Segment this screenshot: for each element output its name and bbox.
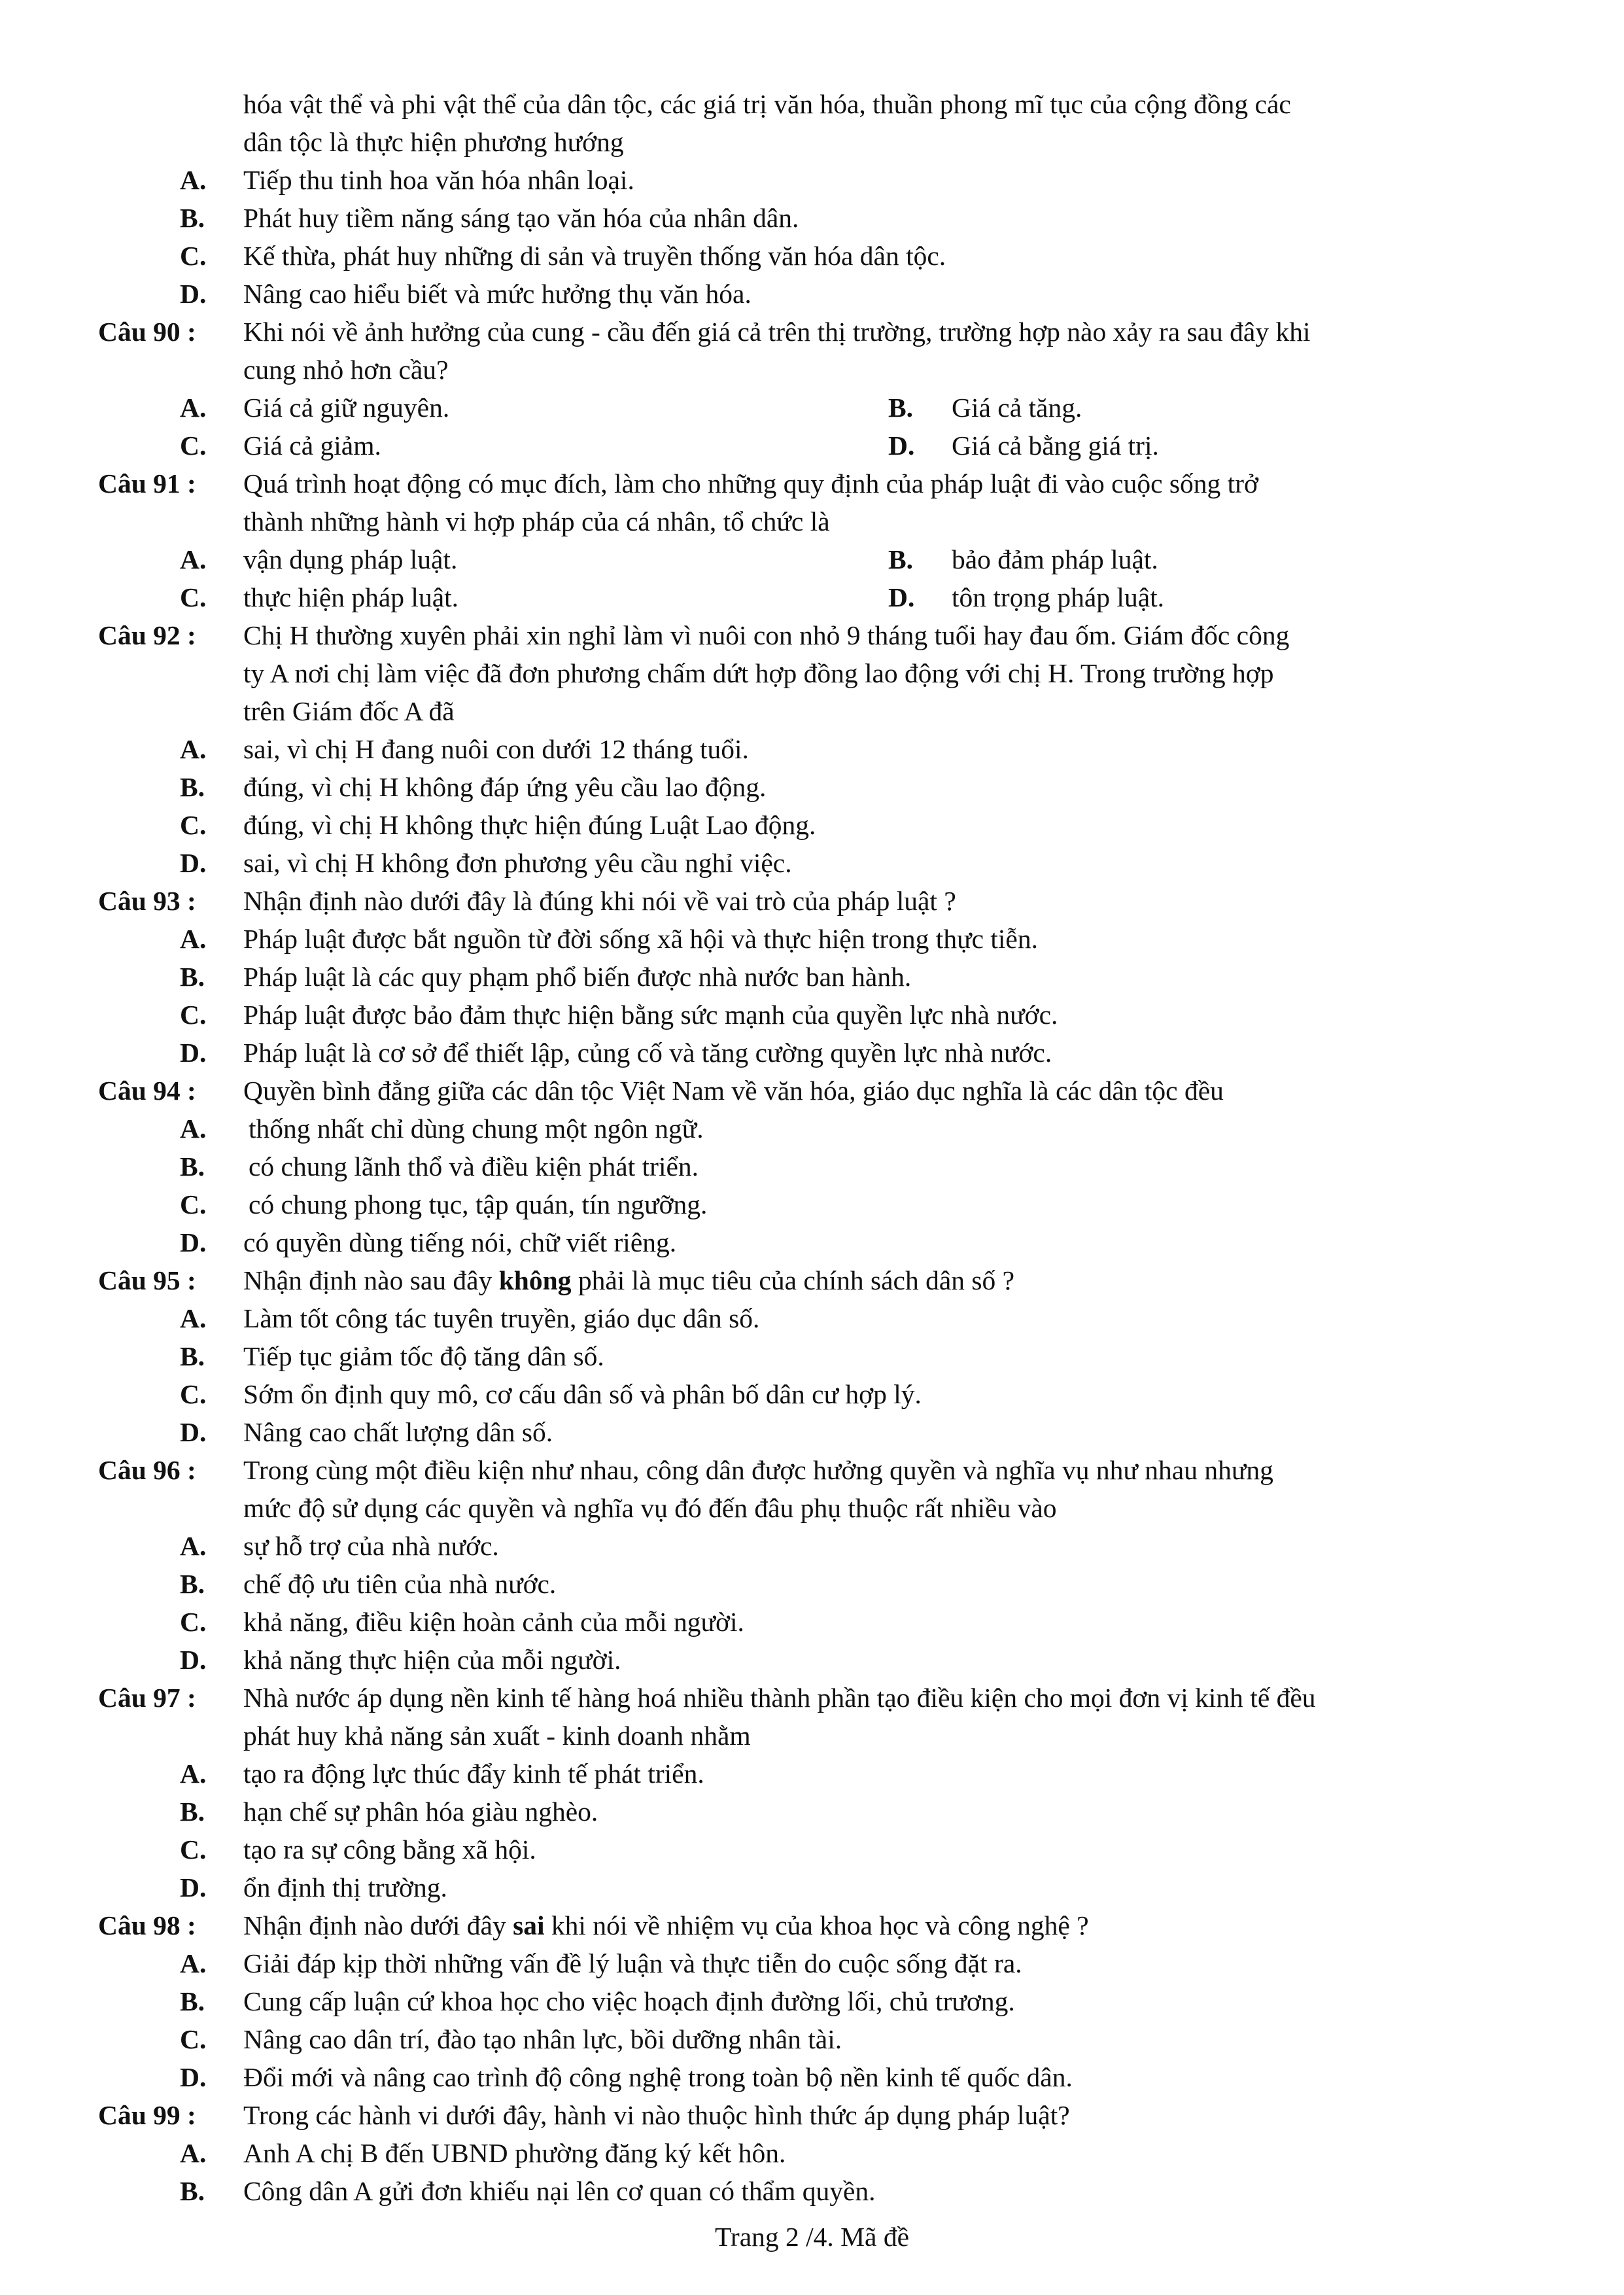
option-text: tạo ra động lực thúc đẩy kinh tế phát triển.	[243, 1759, 704, 1789]
question-text-line: phát huy khả năng sản xuất - kinh doanh nhằm	[243, 1721, 751, 1751]
option-letter: B.	[180, 1151, 205, 1182]
option-text: Làm tốt công tác tuyên truyền, giáo dục dân số.	[243, 1303, 760, 1333]
option-letter: A.	[180, 2138, 207, 2168]
option-letter: C.	[180, 1000, 207, 1030]
option-text: Giá cả bằng giá trị.	[952, 430, 1159, 461]
option-text: Tiếp tục giảm tốc độ tăng dân số.	[243, 1341, 604, 1371]
option-text: tôn trọng pháp luật.	[952, 582, 1165, 612]
question-text-part: Nhận định nào dưới đây	[243, 1910, 513, 1940]
option-letter: A.	[180, 1113, 207, 1144]
option-text: Công dân A gửi đơn khiếu nại lên cơ quan có thẩm quyền.	[243, 2176, 876, 2206]
option-text: sự hỗ trợ của nhà nước.	[243, 1531, 499, 1561]
option-letter: D.	[180, 1417, 207, 1447]
option-text: Pháp luật là các quy phạm phổ biến được nhà nước ban hành.	[243, 962, 912, 992]
option-letter: B.	[888, 393, 914, 423]
option-letter: C.	[180, 1189, 207, 1219]
question-text-line: hóa vật thể và phi vật thể của dân tộc, các giá trị văn hóa, thuần phong mĩ tục của cộng đồng các	[243, 89, 1291, 119]
option-text: có quyền dùng tiếng nói, chữ viết riêng.	[243, 1227, 677, 1257]
option-letter: D.	[180, 1645, 207, 1675]
option-letter: C.	[180, 1834, 207, 1865]
option-text: sai, vì chị H đang nuôi con dưới 12 tháng tuổi.	[243, 734, 749, 764]
question-text-line: Khi nói về ảnh hưởng của cung - cầu đến giá cả trên thị trường, trường hợp nào xảy ra sau đây khi	[243, 317, 1311, 347]
question-text-line	[243, 1261, 1548, 1299]
option-text: Anh A chị B đến UBND phường đăng ký kết hôn.	[243, 2138, 786, 2168]
option-text: Sớm ổn định quy mô, cơ cấu dân số và phân bố dân cư hợp lý.	[243, 1379, 922, 1409]
option-letter: D.	[180, 1872, 207, 1902]
question-text-line: dân tộc là thực hiện phương hướng	[243, 127, 624, 157]
option-text: Giá cả tăng.	[952, 393, 1082, 423]
option-letter: B.	[180, 1569, 205, 1599]
question-text-part: khi nói về nhiệm vụ của khoa học và công nghệ ?	[544, 1910, 1089, 1940]
option-letter: D.	[180, 848, 207, 878]
page-footer: Trang 2 /4. Mã đề	[714, 2222, 910, 2252]
option-text: Giá cả giữ nguyên.	[243, 393, 450, 423]
option-letter: D.	[180, 2062, 207, 2092]
question-number: Câu 99 :	[98, 2100, 196, 2130]
option-text: vận dụng pháp luật.	[243, 544, 458, 574]
option-letter: A.	[180, 165, 207, 195]
question-number: Câu 96 :	[98, 1455, 196, 1485]
option-text: Nâng cao hiểu biết và mức hưởng thụ văn hóa.	[243, 279, 752, 309]
option-letter: C.	[180, 582, 207, 612]
option-letter: D.	[180, 1038, 207, 1068]
question-text-line: cung nhỏ hơn cầu?	[243, 355, 449, 385]
question-text-part: Nhận định nào sau đây	[243, 1265, 499, 1295]
option-text: ổn định thị trường.	[243, 1872, 447, 1902]
option-text: Giải đáp kịp thời những vấn đề lý luận và thực tiễn do cuộc sống đặt ra.	[243, 1948, 1022, 1978]
question-text-line: trên Giám đốc A đã	[243, 696, 455, 726]
question-text-line: mức độ sử dụng các quyền và nghĩa vụ đó đến đâu phụ thuộc rất nhiều vào	[243, 1493, 1057, 1523]
option-letter: A.	[180, 1948, 207, 1978]
question-text-line: Chị H thường xuyên phải xin nghỉ làm vì nuôi con nhỏ 9 tháng tuổi hay đau ốm. Giám đốc công	[243, 620, 1290, 650]
question-number: Câu 95 :	[98, 1265, 196, 1295]
option-letter: C.	[180, 430, 207, 461]
option-letter: A.	[180, 1303, 207, 1333]
option-letter: A.	[180, 1759, 207, 1789]
option-text: Nâng cao dân trí, đào tạo nhân lực, bồi dưỡng nhân tài.	[243, 2024, 842, 2054]
option-text: khả năng, điều kiện hoàn cảnh của mỗi người.	[243, 1607, 744, 1637]
option-letter: B.	[180, 203, 205, 233]
option-letter: A.	[180, 1531, 207, 1561]
question-number: Câu 98 :	[98, 1910, 196, 1940]
option-text: Pháp luật được bắt nguồn từ đời sống xã hội và thực hiện trong thực tiễn.	[243, 924, 1038, 954]
option-letter: D.	[180, 279, 207, 309]
option-letter: D.	[888, 582, 915, 612]
option-text: đúng, vì chị H không thực hiện đúng Luật Lao động.	[243, 810, 816, 840]
option-text: Kế thừa, phát huy những di sản và truyền thống văn hóa dân tộc.	[243, 241, 946, 271]
question-text-line: Quá trình hoạt động có mục đích, làm cho những quy định của pháp luật đi vào cuộc sống trở	[243, 468, 1258, 499]
option-letter: D.	[180, 1227, 207, 1257]
option-letter: B.	[180, 962, 205, 992]
option-text: Pháp luật là cơ sở để thiết lập, củng cố và tăng cường quyền lực nhà nước.	[243, 1038, 1052, 1068]
option-text: Phát huy tiềm năng sáng tạo văn hóa của nhân dân.	[243, 203, 799, 233]
option-letter: C.	[180, 241, 207, 271]
option-text: chế độ ưu tiên của nhà nước.	[243, 1569, 557, 1599]
option-text: thống nhất chỉ dùng chung một ngôn ngữ.	[249, 1113, 704, 1144]
option-letter: D.	[888, 430, 915, 461]
question-text-line: Trong cùng một điều kiện như nhau, công dân được hưởng quyền và nghĩa vụ như nhau nhưng	[243, 1455, 1273, 1485]
question-text-line: ty A nơi chị làm việc đã đơn phương chấm dứt hợp đồng lao động với chị H. Trong trường hợp	[243, 658, 1274, 688]
option-text: Cung cấp luận cứ khoa học cho việc hoạch định đường lối, chủ trương.	[243, 1986, 1015, 2016]
option-letter: A.	[180, 393, 207, 423]
option-text: thực hiện pháp luật.	[243, 582, 459, 612]
question-text-line: Quyền bình đẳng giữa các dân tộc Việt Nam về văn hóa, giáo dục nghĩa là các dân tộc đều	[243, 1076, 1224, 1106]
option-letter: C.	[180, 1379, 207, 1409]
option-text: sai, vì chị H không đơn phương yêu cầu nghỉ việc.	[243, 848, 792, 878]
option-text: khả năng thực hiện của mỗi người.	[243, 1645, 621, 1675]
option-text: Giá cả giảm.	[243, 430, 381, 461]
option-text: có chung lãnh thổ và điều kiện phát triển.	[249, 1151, 699, 1182]
question-text-line: Trong các hành vi dưới đây, hành vi nào thuộc hình thức áp dụng pháp luật?	[243, 2100, 1070, 2130]
question-text-line: Nhận định nào dưới đây là đúng khi nói về vai trò của pháp luật ?	[243, 886, 956, 916]
option-text: bảo đảm pháp luật.	[952, 544, 1158, 574]
option-letter: B.	[180, 772, 205, 802]
option-letter: A.	[180, 544, 207, 574]
option-text: Pháp luật được bảo đảm thực hiện bằng sức mạnh của quyền lực nhà nước.	[243, 1000, 1058, 1030]
option-letter: C.	[180, 2024, 207, 2054]
option-text: Nâng cao chất lượng dân số.	[243, 1417, 553, 1447]
option-letter: B.	[180, 2176, 205, 2206]
option-letter: B.	[888, 544, 914, 574]
option-text: có chung phong tục, tập quán, tín ngưỡng.	[249, 1189, 708, 1219]
option-letter: B.	[180, 1341, 205, 1371]
question-text-part: phải là mục tiêu của chính sách dân số ?	[571, 1265, 1015, 1295]
question-emphasis: sai	[513, 1910, 545, 1940]
question-number: Câu 92 :	[98, 620, 196, 650]
question-number: Câu 94 :	[98, 1076, 196, 1106]
option-letter: C.	[180, 1607, 207, 1637]
option-text: tạo ra sự công bằng xã hội.	[243, 1834, 536, 1865]
option-letter: B.	[180, 1796, 205, 1827]
question-number: Câu 91 :	[98, 468, 196, 499]
question-text-line: Nhà nước áp dụng nền kinh tế hàng hoá nhiều thành phần tạo điều kiện cho mọi đơn vị kinh tế đều	[243, 1683, 1316, 1713]
question-emphasis: không	[498, 1265, 572, 1295]
question-text-line: thành những hành vi hợp pháp của cá nhân, tổ chức là	[243, 506, 830, 536]
question-text-line	[243, 1906, 1548, 1944]
option-text: đúng, vì chị H không đáp ứng yêu cầu lao động.	[243, 772, 767, 802]
option-letter: C.	[180, 810, 207, 840]
option-text: hạn chế sự phân hóa giàu nghèo.	[243, 1796, 598, 1827]
question-number: Câu 93 :	[98, 886, 196, 916]
option-text: Tiếp thu tinh hoa văn hóa nhân loại.	[243, 165, 634, 195]
question-number: Câu 90 :	[98, 317, 196, 347]
option-text: Đổi mới và nâng cao trình độ công nghệ trong toàn bộ nền kinh tế quốc dân.	[243, 2062, 1073, 2092]
option-letter: A.	[180, 924, 207, 954]
question-number: Câu 97 :	[98, 1683, 196, 1713]
option-letter: A.	[180, 734, 207, 764]
option-letter: B.	[180, 1986, 205, 2016]
